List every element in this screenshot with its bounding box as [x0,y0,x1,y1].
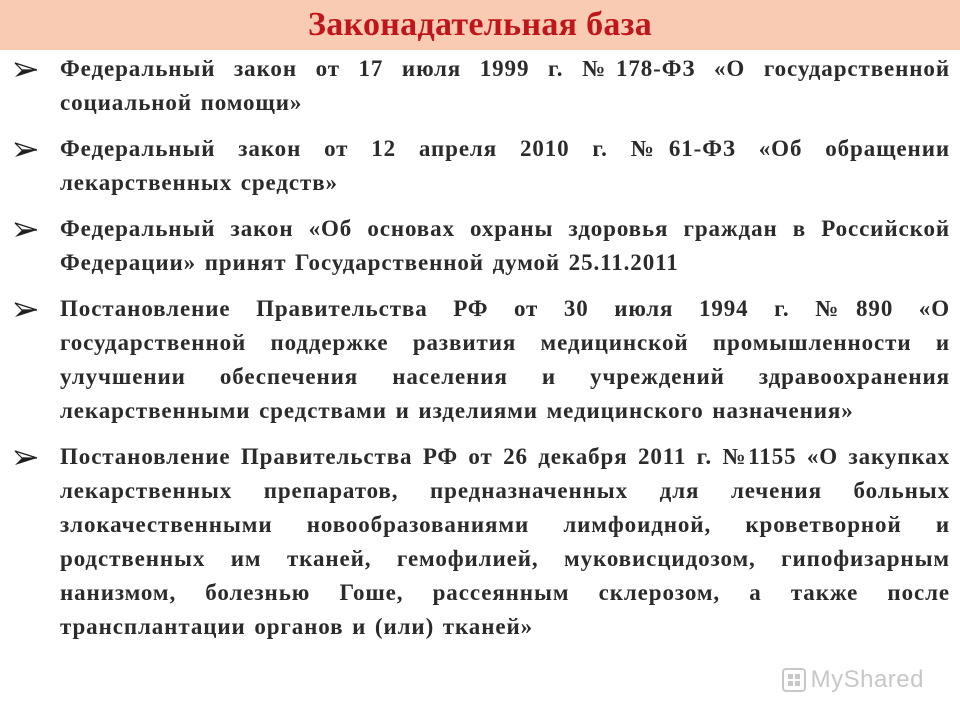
arrowhead-bullet-icon [14,62,38,78]
list-item [12,52,950,120]
myshared-logo-icon [781,667,807,693]
list-item [12,440,950,644]
arrowhead-bullet-icon [14,302,38,318]
watermark [781,666,924,694]
list-item [12,132,950,200]
list-item [12,212,950,280]
list-item-text: Постановление Правительства РФ от 30 июля 1994 г. №890 «О государственной поддержке развития медицинской промышленности и улучшении обеспечения населения и учреждений здравоохранения лекарственными средствами и изделиями медицинского назначения» [60,296,950,423]
list-item-text: Федеральный закон от 12 апреля 2010 г. №61-ФЗ «Об обращении лекарственных средств» [60,136,950,195]
arrowhead-bullet-icon [14,142,38,158]
arrowhead-bullet-icon [14,222,38,238]
slide-title: Законадательная база [308,6,652,43]
list-item-text: Федеральный закон «Об основах охраны здоровья граждан в Российской Федерации» принят Государственной думой 25.11.2011 [60,216,950,275]
arrowhead-bullet-icon [14,450,38,466]
law-list [12,52,950,656]
list-item-text: Федеральный закон от 17 июля 1999 г. №178-ФЗ «О государственной социальной помощи» [60,56,950,115]
watermark-text: MyShared [810,666,924,693]
list-item-text: Постановление Правительства РФ от 26 декабря 2011 г. №1155 «О закупках лекарственных препаратов, предназначенных для лечения больных злокачественными новообразованиями лимфоидной, кроветворной и родственных им тканей, гемофилией, муковисцидозом, гипофизарным нанизмом, болезнью Гоше, рассеянным склерозом, а также после трансплантации органов и (или) тканей» [60,444,950,639]
list-item [12,292,950,428]
title-bar [0,0,960,50]
